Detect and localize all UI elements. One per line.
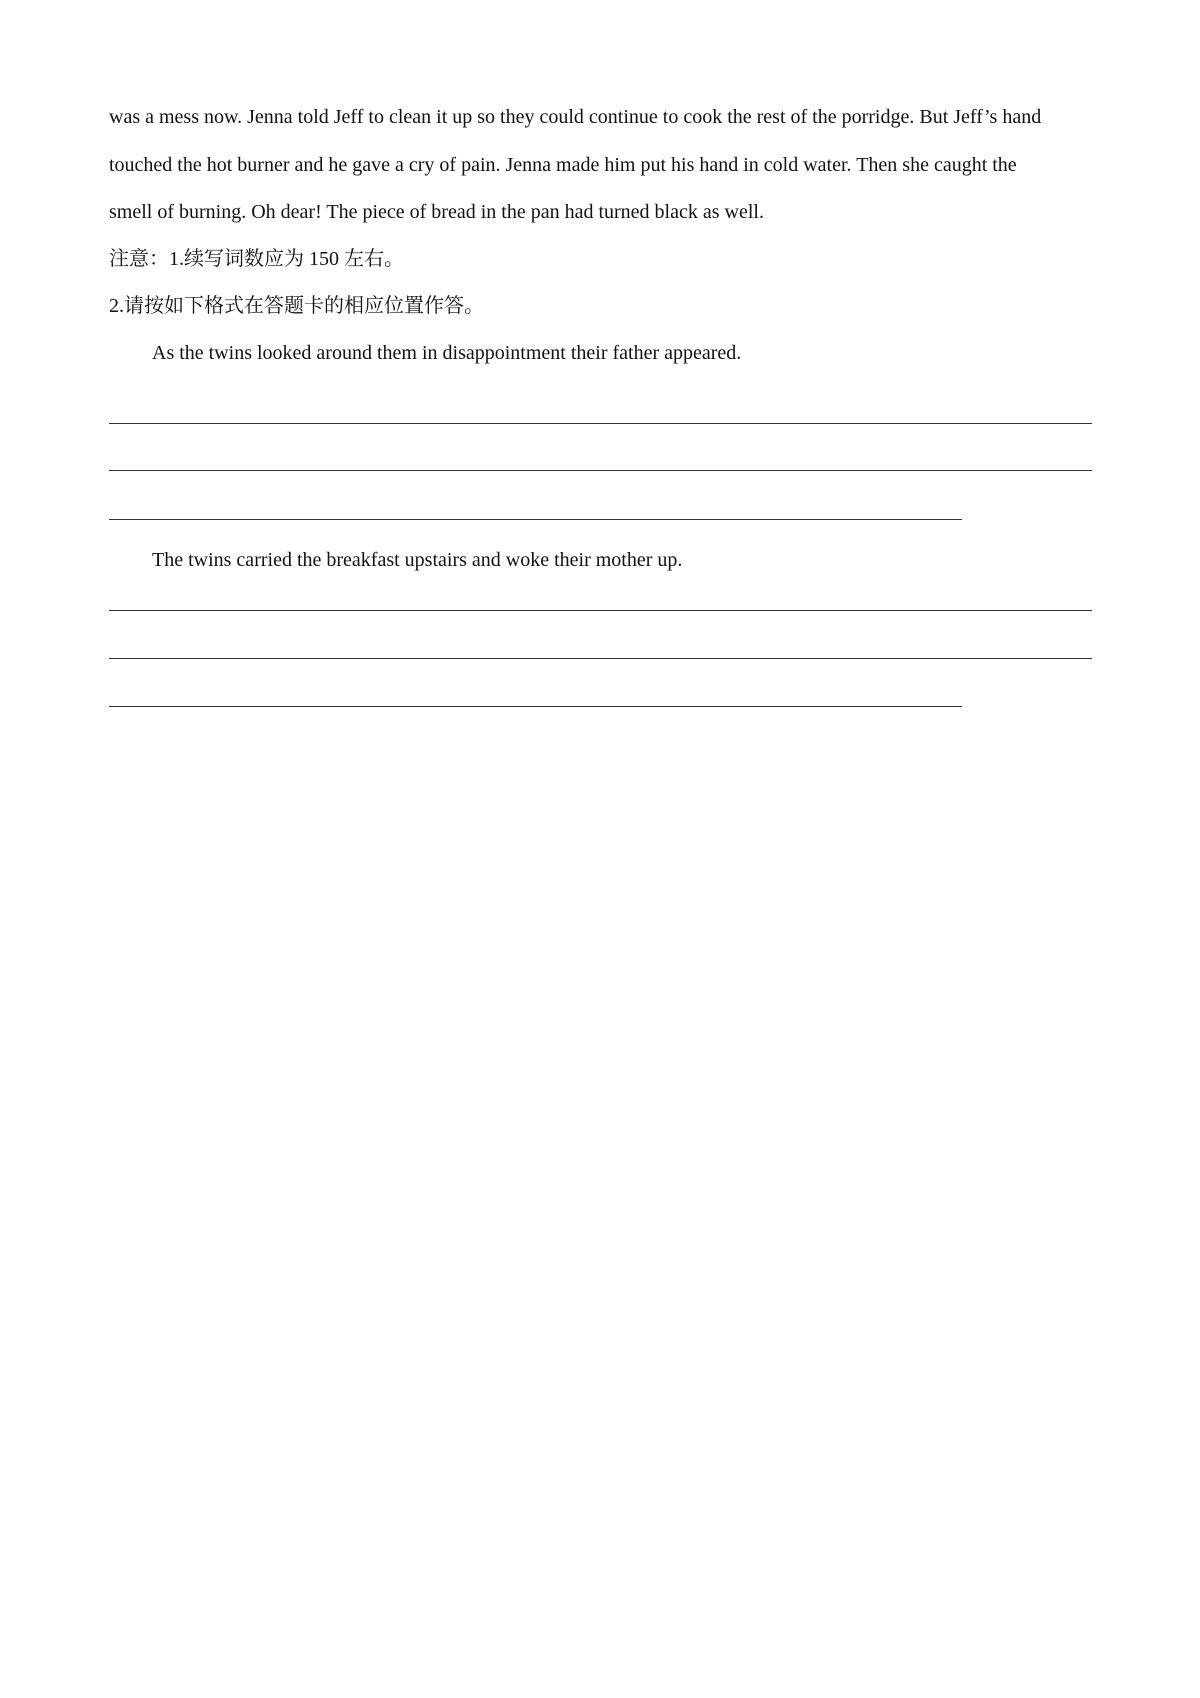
answer-line[interactable] xyxy=(109,658,1092,659)
paragraph-2-opening: The twins carried the breakfast upstairs and woke their mother up. xyxy=(152,549,683,571)
note-format: 2.请按如下格式在答题卡的相应位置作答。 xyxy=(109,295,484,317)
passage-line-2: touched the hot burner and he gave a cry of pain. Jenna made him put his hand in cold water. Then she caught the xyxy=(109,154,1017,176)
answer-line[interactable] xyxy=(109,519,962,520)
answer-line[interactable] xyxy=(109,610,1092,611)
answer-line[interactable] xyxy=(109,423,1092,424)
note-word-count: 注意：1.续写词数应为 150 左右。 xyxy=(109,248,404,270)
answer-line[interactable] xyxy=(109,470,1092,471)
paragraph-1-opening: As the twins looked around them in disappointment their father appeared. xyxy=(152,342,742,364)
answer-line[interactable] xyxy=(109,706,962,707)
passage-line-3: smell of burning. Oh dear! The piece of bread in the pan had turned black as well. xyxy=(109,201,764,223)
passage-line-1: was a mess now. Jenna told Jeff to clean it up so they could continue to cook the rest of the porridge. But Jeff’s hand xyxy=(109,106,1042,128)
